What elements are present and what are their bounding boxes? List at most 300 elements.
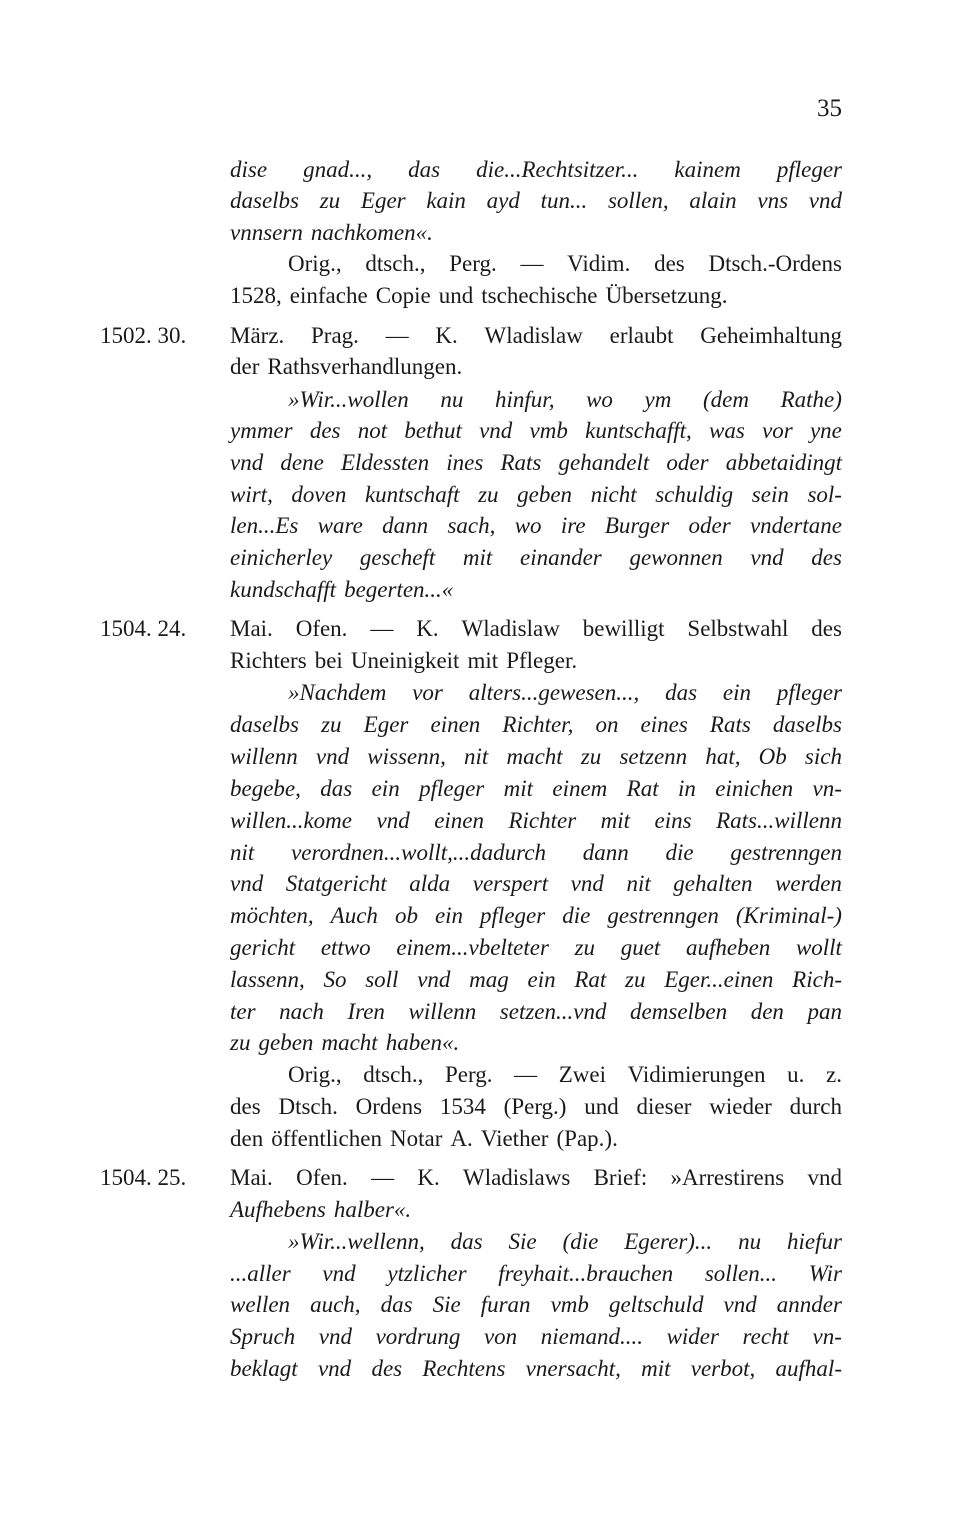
word: wo bbox=[514, 513, 542, 538]
word: »Arrestirens bbox=[670, 1165, 785, 1190]
word: pfleger bbox=[480, 903, 546, 928]
word: einem...vbelteter bbox=[396, 935, 549, 960]
word: einem bbox=[552, 776, 608, 801]
word: Aufhebens bbox=[230, 1197, 326, 1222]
word: Notar bbox=[390, 1126, 443, 1151]
word: gestrenngen bbox=[730, 840, 842, 865]
word: gestrenngen bbox=[607, 903, 719, 928]
word: das bbox=[408, 157, 441, 182]
word: Orig., bbox=[288, 1062, 342, 1087]
word: Copie bbox=[375, 283, 431, 308]
word: Selbstwahl bbox=[687, 616, 789, 641]
word: Burger bbox=[604, 513, 670, 538]
word: annder bbox=[776, 1292, 842, 1317]
word: alters...gewesen..., bbox=[468, 680, 640, 705]
word: — bbox=[371, 1165, 395, 1190]
word: Rathe) bbox=[780, 387, 842, 412]
word: daselbs bbox=[230, 188, 299, 213]
word: Wir bbox=[808, 1261, 842, 1286]
word: Iren bbox=[347, 999, 385, 1024]
word: dtsch., bbox=[365, 251, 426, 276]
word: Wladislaws bbox=[462, 1165, 571, 1190]
word: vnd bbox=[318, 1324, 352, 1349]
word: doven bbox=[291, 482, 347, 507]
word: dann bbox=[382, 513, 429, 538]
word: des bbox=[371, 1356, 403, 1381]
word: ein bbox=[434, 903, 464, 928]
word: setzenn bbox=[619, 744, 688, 769]
word: vnnsern bbox=[230, 220, 303, 245]
word: macht bbox=[321, 1030, 378, 1055]
word: Dtsch.-Ordens bbox=[708, 251, 842, 276]
word: vnd bbox=[570, 871, 604, 896]
word: den bbox=[230, 1126, 264, 1151]
text-line bbox=[230, 280, 842, 312]
word: wissenn, bbox=[367, 744, 446, 769]
word: Ofen. bbox=[296, 1165, 348, 1190]
word: »Wir...wollen bbox=[288, 387, 409, 412]
word: zu bbox=[319, 188, 341, 213]
word: abbetaidingt bbox=[725, 450, 842, 475]
word: die bbox=[665, 840, 694, 865]
text-line bbox=[230, 805, 842, 837]
word: Mai. bbox=[230, 1165, 273, 1190]
text-line bbox=[288, 1059, 842, 1091]
word: Perg. bbox=[449, 251, 497, 276]
word: auch, bbox=[310, 1292, 361, 1317]
text-line bbox=[230, 1321, 842, 1353]
word: (Kriminal-) bbox=[735, 903, 842, 928]
word: Ob bbox=[758, 744, 787, 769]
word: ...aller bbox=[230, 1261, 291, 1286]
word: Vidim. bbox=[567, 251, 631, 276]
word: verbot, bbox=[690, 1356, 756, 1381]
word: bewilligt bbox=[582, 616, 665, 641]
word: niemand.... bbox=[540, 1324, 643, 1349]
text-line bbox=[230, 1091, 842, 1123]
word: was bbox=[709, 418, 745, 443]
word: on bbox=[595, 712, 619, 737]
word: tschechische bbox=[481, 283, 598, 308]
word: vnd bbox=[322, 1261, 356, 1286]
text-line bbox=[288, 677, 842, 709]
text-line bbox=[230, 996, 842, 1028]
word: Ordens bbox=[355, 1094, 423, 1119]
word: Brief: bbox=[593, 1165, 648, 1190]
word: ettwo bbox=[320, 935, 371, 960]
word: Übersetzung. bbox=[605, 283, 728, 308]
word: — bbox=[514, 1062, 538, 1087]
word: des bbox=[309, 418, 341, 443]
word: A. bbox=[450, 1126, 473, 1151]
word: Orig., bbox=[288, 251, 342, 276]
word: beklagt bbox=[230, 1356, 298, 1381]
word: len...Es bbox=[230, 513, 299, 538]
word: geben bbox=[517, 482, 573, 507]
word: Richter bbox=[508, 808, 577, 833]
word: Spruch bbox=[230, 1324, 296, 1349]
word: in bbox=[678, 776, 696, 801]
word: Wladislaw bbox=[484, 323, 583, 348]
word: hat, bbox=[705, 744, 741, 769]
word: des bbox=[811, 545, 842, 570]
text-line bbox=[288, 1226, 842, 1258]
text-line bbox=[230, 320, 842, 352]
text-line bbox=[230, 447, 842, 479]
word: pfleger bbox=[419, 776, 485, 801]
word: nach bbox=[279, 999, 324, 1024]
word: alda bbox=[409, 871, 451, 896]
word: pan bbox=[807, 999, 842, 1024]
word: dtsch., bbox=[363, 1062, 424, 1087]
word: (Pap.). bbox=[556, 1126, 618, 1151]
word: mit bbox=[600, 808, 631, 833]
word: kundschafft bbox=[230, 577, 337, 602]
word: sach, bbox=[447, 513, 496, 538]
word: K. bbox=[416, 616, 439, 641]
text-line bbox=[230, 1258, 842, 1290]
word: vnd bbox=[808, 188, 842, 213]
word: Pfleger. bbox=[506, 648, 578, 673]
word: mag bbox=[469, 967, 509, 992]
word: vmb bbox=[550, 1292, 589, 1317]
word: vnersacht, bbox=[525, 1356, 621, 1381]
word: kuntschafft, bbox=[585, 418, 692, 443]
word: — bbox=[370, 616, 394, 641]
word: erlaubt bbox=[609, 323, 674, 348]
word: mit bbox=[503, 776, 533, 801]
word: Rats bbox=[500, 450, 542, 475]
word: kain bbox=[426, 188, 466, 213]
text-line bbox=[230, 479, 842, 511]
word: ware bbox=[317, 513, 363, 538]
word: Vidimierungen bbox=[627, 1062, 766, 1087]
text-line bbox=[230, 217, 842, 249]
word: durch bbox=[789, 1094, 842, 1119]
word: vnd bbox=[807, 1165, 842, 1190]
word: wirt, bbox=[230, 482, 273, 507]
text-line bbox=[230, 773, 842, 805]
word: ire bbox=[560, 513, 586, 538]
word: schuldig bbox=[655, 482, 734, 507]
word: öffentlichen bbox=[271, 1126, 382, 1151]
text-line bbox=[230, 932, 842, 964]
word: einichen bbox=[715, 776, 794, 801]
word: verspert bbox=[472, 871, 549, 896]
word: pfleger bbox=[776, 680, 842, 705]
word: Ofen. bbox=[295, 616, 348, 641]
word: zu bbox=[580, 744, 602, 769]
word: mit bbox=[462, 545, 493, 570]
word: setzen...vnd bbox=[499, 999, 607, 1024]
word: Auch bbox=[330, 903, 378, 928]
word: dann bbox=[582, 840, 629, 865]
word: Rich- bbox=[792, 967, 842, 992]
word: einen bbox=[434, 808, 484, 833]
word: K. bbox=[417, 1165, 440, 1190]
text-line bbox=[230, 510, 842, 542]
word: das bbox=[380, 1292, 413, 1317]
word: das bbox=[320, 776, 353, 801]
word: Eger bbox=[363, 712, 409, 737]
word: ter bbox=[230, 999, 256, 1024]
word: daselbs bbox=[230, 712, 299, 737]
word: möchten, bbox=[230, 903, 314, 928]
word: vordrung bbox=[375, 1324, 461, 1349]
word: alain bbox=[689, 188, 737, 213]
word: furan bbox=[480, 1292, 531, 1317]
word: verordnen...wollt,...dadurch bbox=[291, 840, 546, 865]
word: hinfur, bbox=[495, 387, 555, 412]
entry-date: 1502. 30. bbox=[100, 323, 187, 348]
word: nu bbox=[738, 1229, 762, 1254]
word: das bbox=[450, 1229, 483, 1254]
word: guet bbox=[620, 935, 661, 960]
word: März. bbox=[230, 323, 285, 348]
word: Eger...einen bbox=[664, 967, 774, 992]
word: (die bbox=[562, 1229, 599, 1254]
word: hiefur bbox=[787, 1229, 842, 1254]
word: des bbox=[230, 1094, 261, 1119]
word: Richters bbox=[230, 648, 307, 673]
text-line bbox=[230, 185, 842, 217]
text-line bbox=[230, 415, 842, 447]
word: Geheimhaltung bbox=[700, 323, 842, 348]
word: vnd bbox=[723, 1292, 757, 1317]
text-line bbox=[288, 384, 842, 416]
word: Viether bbox=[480, 1126, 549, 1151]
word: soll bbox=[365, 967, 399, 992]
word: bethut bbox=[404, 418, 462, 443]
word: nit bbox=[464, 744, 489, 769]
word: werden bbox=[775, 871, 842, 896]
word: — bbox=[385, 323, 409, 348]
word: sich bbox=[804, 744, 842, 769]
word: sollen, bbox=[607, 188, 669, 213]
word: Rat bbox=[574, 967, 607, 992]
word: Mai. bbox=[230, 616, 273, 641]
word: zu bbox=[321, 712, 342, 737]
word: nit bbox=[626, 871, 651, 896]
word: Prag. bbox=[311, 323, 359, 348]
word: sein bbox=[751, 482, 789, 507]
word: dise bbox=[230, 157, 268, 182]
word: ein bbox=[722, 680, 751, 705]
word: Perg. bbox=[444, 1062, 493, 1087]
word: z. bbox=[826, 1062, 842, 1087]
word: ymmer bbox=[230, 418, 293, 443]
text-line bbox=[230, 741, 842, 773]
word: gehandelt bbox=[558, 450, 650, 475]
word: Sie bbox=[432, 1292, 461, 1317]
word: und bbox=[438, 283, 474, 308]
word: zu bbox=[574, 935, 596, 960]
word: daselbs bbox=[772, 712, 842, 737]
word: Richter, bbox=[502, 712, 574, 737]
word: — bbox=[520, 251, 544, 276]
word: vnd bbox=[230, 871, 264, 896]
word: oder bbox=[666, 450, 709, 475]
text-line bbox=[230, 1289, 842, 1321]
word: Statgericht bbox=[285, 871, 387, 896]
word: Rat bbox=[626, 776, 659, 801]
word: dene bbox=[280, 450, 324, 475]
word: zu bbox=[625, 967, 646, 992]
text-line bbox=[230, 645, 842, 677]
word: vnd bbox=[230, 450, 264, 475]
word: die...Rechtsitzer... bbox=[476, 157, 639, 182]
word: ayd bbox=[486, 188, 520, 213]
word: ytzlicher bbox=[387, 1261, 467, 1286]
word: oder bbox=[688, 513, 731, 538]
word: yne bbox=[809, 418, 842, 443]
word: Wladislaw bbox=[461, 616, 560, 641]
word: sollen... bbox=[704, 1261, 778, 1286]
word: vnd bbox=[315, 744, 350, 769]
text-line bbox=[230, 1162, 842, 1194]
word: nu bbox=[440, 387, 464, 412]
word: vns bbox=[757, 188, 789, 213]
word: zu bbox=[230, 1030, 251, 1055]
word: ein bbox=[371, 776, 400, 801]
word: u. bbox=[787, 1062, 805, 1087]
word: vnd bbox=[376, 808, 410, 833]
word: das bbox=[665, 680, 698, 705]
word: Rats...willenn bbox=[716, 808, 842, 833]
word: willen...kome bbox=[230, 808, 352, 833]
text-line bbox=[230, 1194, 842, 1226]
text-line bbox=[230, 709, 842, 741]
word: haben«. bbox=[385, 1030, 460, 1055]
word: mit bbox=[467, 648, 499, 673]
word: wellen bbox=[230, 1292, 291, 1317]
text-line bbox=[230, 900, 842, 932]
word: (dem bbox=[703, 387, 749, 412]
word: freyhait...brauchen bbox=[498, 1261, 674, 1286]
word: vnd bbox=[479, 418, 513, 443]
word: gewonnen bbox=[629, 545, 723, 570]
text-line bbox=[230, 964, 842, 996]
word: vmb bbox=[529, 418, 568, 443]
word: Rechtens bbox=[422, 1356, 506, 1381]
word: pfleger bbox=[776, 157, 842, 182]
word: eins bbox=[654, 808, 692, 833]
word: Zwei bbox=[558, 1062, 606, 1087]
word: macht bbox=[506, 744, 563, 769]
word: die bbox=[562, 903, 591, 928]
word: gericht bbox=[230, 935, 296, 960]
word: einen bbox=[430, 712, 481, 737]
text-line bbox=[230, 1123, 842, 1155]
word: 1528, bbox=[230, 283, 282, 308]
word: vor bbox=[412, 680, 443, 705]
word: einfache bbox=[289, 283, 368, 308]
word: »Nachdem bbox=[288, 680, 387, 705]
word: gnad..., bbox=[303, 157, 373, 182]
word: aufheben bbox=[685, 935, 771, 960]
word: vnd bbox=[750, 545, 784, 570]
word: ein bbox=[527, 967, 556, 992]
word: einicherley bbox=[230, 545, 333, 570]
text-line bbox=[230, 613, 842, 645]
word: wieder bbox=[709, 1094, 772, 1119]
word: kainem bbox=[674, 157, 741, 182]
word: bei bbox=[314, 648, 343, 673]
word: not bbox=[357, 418, 388, 443]
word: Eldessten bbox=[340, 450, 430, 475]
text-line bbox=[230, 542, 842, 574]
word: vnd bbox=[317, 1356, 352, 1381]
word: vn- bbox=[812, 776, 842, 801]
word: vnd bbox=[417, 967, 451, 992]
word: nicht bbox=[590, 482, 637, 507]
word: des bbox=[811, 616, 842, 641]
word: begebe, bbox=[230, 776, 301, 801]
word: ym bbox=[644, 387, 672, 412]
word: willenn bbox=[408, 999, 477, 1024]
word: begerten...« bbox=[344, 577, 454, 602]
word: demselben bbox=[630, 999, 728, 1024]
text-line bbox=[230, 154, 842, 186]
word: ob bbox=[394, 903, 418, 928]
word: kuntschaft bbox=[364, 482, 460, 507]
word: von bbox=[483, 1324, 518, 1349]
word: So bbox=[323, 967, 347, 992]
word: aufhal- bbox=[775, 1356, 842, 1381]
text-line bbox=[230, 868, 842, 900]
word: wider bbox=[666, 1324, 719, 1349]
page-number: 35 bbox=[817, 95, 842, 122]
word: wollt bbox=[795, 935, 842, 960]
word: nit bbox=[230, 840, 255, 865]
word: Rathsverhandlungen. bbox=[267, 354, 463, 379]
word: gehalten bbox=[673, 871, 753, 896]
word: 1534 bbox=[439, 1094, 486, 1119]
word: Dtsch. bbox=[278, 1094, 338, 1119]
word: ines bbox=[446, 450, 484, 475]
entry-date: 1504. 24. bbox=[100, 616, 187, 641]
word: sol- bbox=[807, 482, 842, 507]
word: eines bbox=[640, 712, 688, 737]
word: »Wir...wellenn, bbox=[288, 1229, 425, 1254]
word: nachkomen«. bbox=[310, 220, 433, 245]
word: vndertane bbox=[749, 513, 842, 538]
word: vn- bbox=[812, 1324, 842, 1349]
text-line bbox=[230, 351, 842, 383]
word: Eger bbox=[360, 188, 406, 213]
text-line bbox=[230, 1027, 842, 1059]
word: geben bbox=[258, 1030, 314, 1055]
word: wo bbox=[586, 387, 613, 412]
word: vor bbox=[762, 418, 793, 443]
word: recht bbox=[742, 1324, 789, 1349]
text-line bbox=[230, 837, 842, 869]
text-line bbox=[230, 1353, 842, 1385]
word: dieser bbox=[636, 1094, 692, 1119]
word: einander bbox=[519, 545, 602, 570]
word: Sie bbox=[508, 1229, 537, 1254]
word: Rats bbox=[709, 712, 751, 737]
word: willenn bbox=[230, 744, 298, 769]
word: tun... bbox=[540, 188, 588, 213]
word: mit bbox=[641, 1356, 671, 1381]
word: lassenn, bbox=[230, 967, 305, 992]
word: K. bbox=[435, 323, 458, 348]
word: des bbox=[654, 251, 685, 276]
word: Egerer)... bbox=[624, 1229, 713, 1254]
text-line bbox=[230, 574, 842, 606]
word: geltschuld bbox=[608, 1292, 704, 1317]
